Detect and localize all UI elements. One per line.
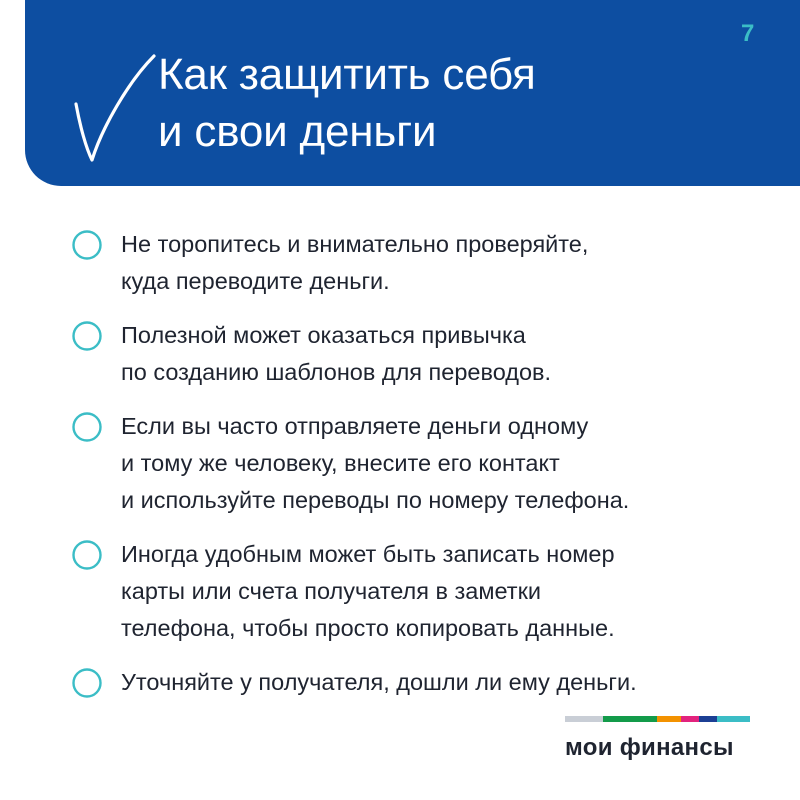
brand-stripe-segment [681,716,699,722]
circle-icon [72,230,102,260]
list-item [72,408,792,519]
brand-stripe-segment [565,716,603,722]
list-item [72,317,792,391]
tip-text: Полезной может оказаться привычка по созданию шаблонов для переводов. [121,322,552,385]
circle-icon [72,412,102,442]
brand-stripe-segment [657,716,681,722]
brand-logo: мои финансы [565,734,734,761]
brand-stripe-segment [699,716,717,722]
page-number: 7 [741,20,755,47]
tip-text: Не торопитесь и внимательно проверяйте, куда переводите деньги. [121,231,589,294]
header-banner [25,0,800,186]
tip-text: Уточняйте у получателя, дошли ли ему деньги. [121,669,637,695]
list-item [72,536,792,647]
brand-stripe-segment [603,716,657,722]
tips-list [72,226,792,718]
circle-icon [72,321,102,351]
brand-stripe-segment [717,716,750,722]
page-title [158,46,536,160]
circle-icon [72,668,102,698]
tip-text: Иногда удобным может быть записать номер карты или счета получателя в заметки телефона, чтобы просто копировать данные. [121,541,615,641]
brand-stripe [565,716,750,722]
title-line-1: Как защитить себя [158,50,536,99]
circle-icon [72,540,102,570]
list-item [72,226,792,300]
title-line-2: и свои деньги [158,107,437,156]
tip-text: Если вы часто отправляете деньги одному и тому же человеку, внесите его контакт и используйте переводы по номеру телефона. [121,413,630,513]
list-item [72,664,792,701]
checkmark-icon [70,48,160,166]
